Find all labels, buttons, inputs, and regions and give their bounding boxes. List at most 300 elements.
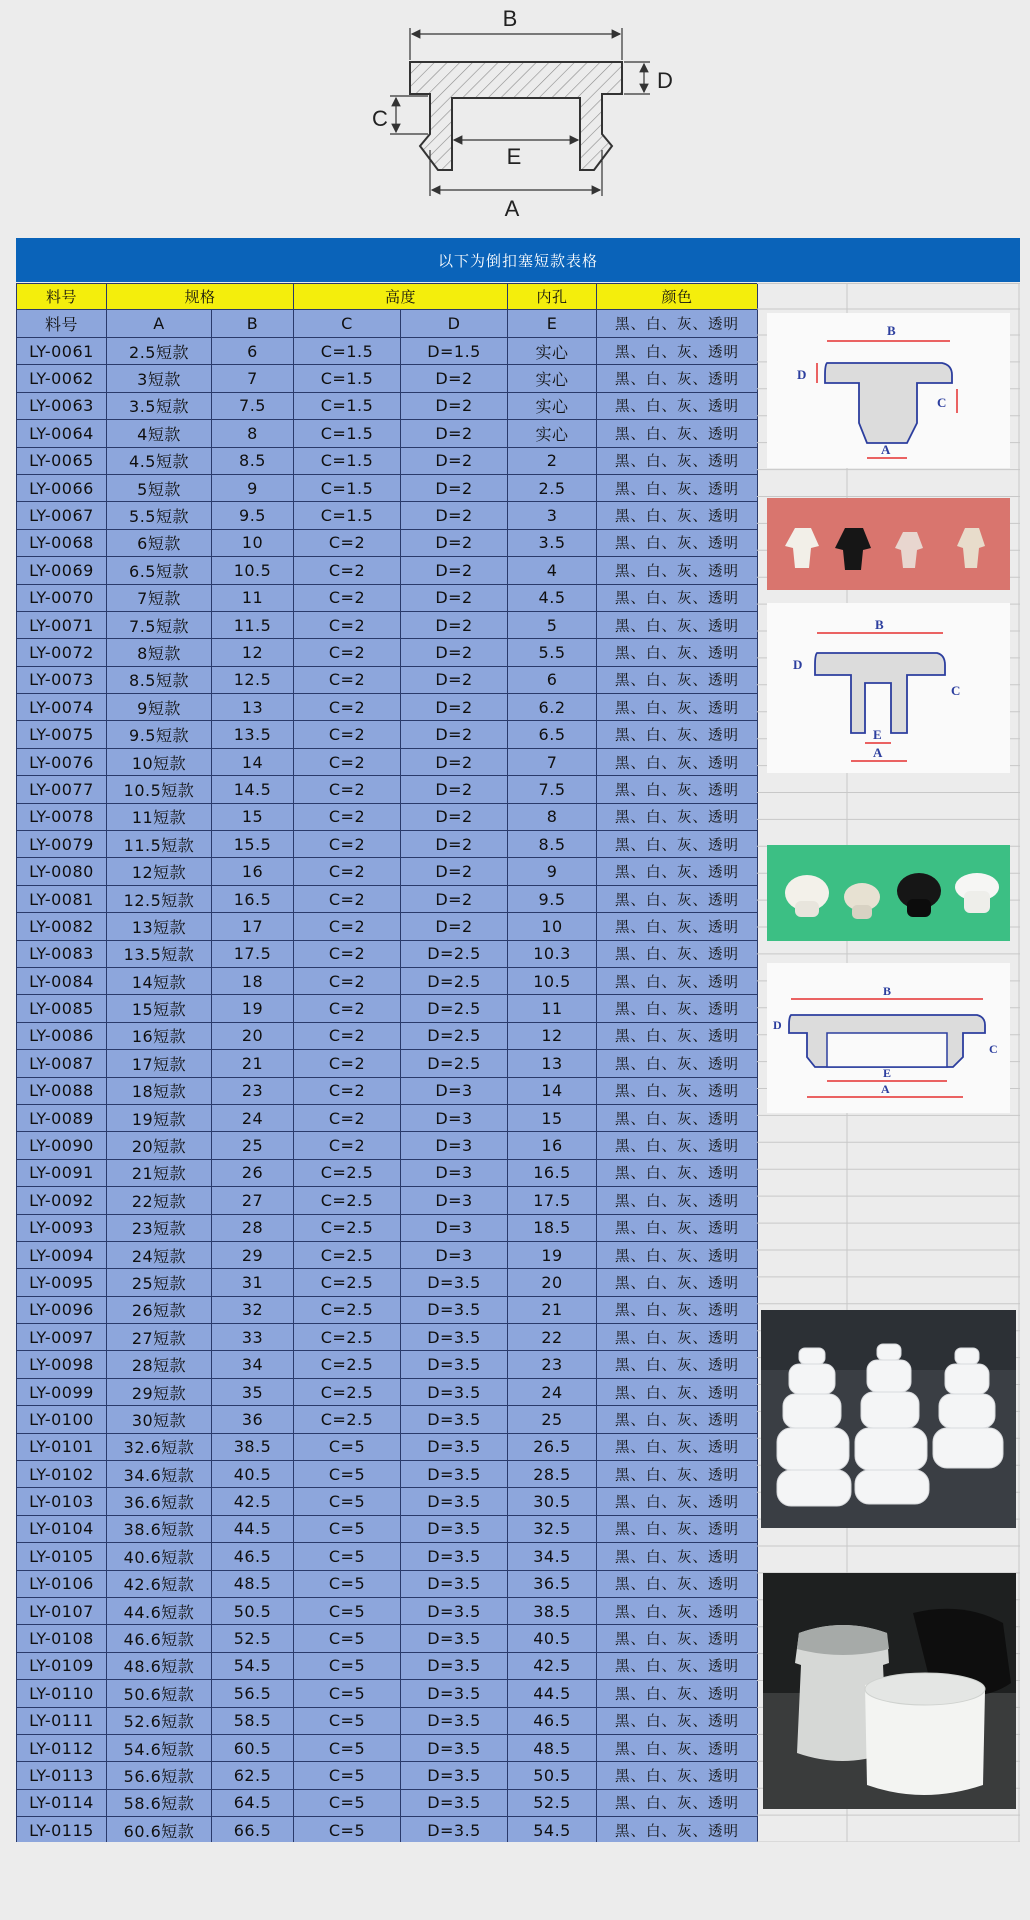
cell-size-b: 12: [212, 639, 294, 666]
cell-height-c: C=2: [294, 611, 401, 638]
cell-height-d: D=3.5: [401, 1406, 508, 1433]
cell-hole-e: 21: [508, 1296, 597, 1323]
cell-size-a: 17短款: [107, 1050, 212, 1077]
cell-size-b: 62.5: [212, 1762, 294, 1789]
cell-item-no: LY-0086: [17, 1022, 107, 1049]
cell-height-c: C=2: [294, 666, 401, 693]
cell-hole-e: 44.5: [508, 1680, 597, 1707]
cell-size-b: 16: [212, 858, 294, 885]
cell-height-c: C=2.5: [294, 1159, 401, 1186]
drawing3-label-e: E: [883, 1066, 892, 1080]
cell-height-d: D=2: [401, 721, 508, 748]
cell-height-c: C=1.5: [294, 420, 401, 447]
cell-color: 黑、白、灰、透明: [597, 420, 758, 447]
cell-size-b: 12.5: [212, 666, 294, 693]
product-photo-red: [767, 498, 1010, 590]
cell-size-b: 14.5: [212, 776, 294, 803]
cell-item-no: LY-0075: [17, 721, 107, 748]
cell-size-b: 8.5: [212, 447, 294, 474]
drawing2-label-b: B: [875, 617, 884, 632]
table-row: [17, 694, 758, 721]
cell-size-b: 29: [212, 1241, 294, 1268]
cell-height-d: D=2: [401, 885, 508, 912]
table-row: [17, 1241, 758, 1268]
cell-hole-e: 5.5: [508, 639, 597, 666]
cell-height-c: C=2: [294, 967, 401, 994]
cell-height-d: D=2: [401, 611, 508, 638]
cell-hole-e: 48.5: [508, 1734, 597, 1761]
drawing2-label-e: E: [873, 727, 882, 742]
cell-color: 黑、白、灰、透明: [597, 1461, 758, 1488]
cell-height-c: C=2: [294, 940, 401, 967]
cell-size-b: 28: [212, 1214, 294, 1241]
cell-size-a: 26短款: [107, 1296, 212, 1323]
cell-hole-e: 10: [508, 913, 597, 940]
table-row: [17, 1324, 758, 1351]
cell-size-a: 7.5短款: [107, 611, 212, 638]
table-row: [17, 1789, 758, 1816]
table-row: [17, 1187, 758, 1214]
table-row: [17, 1734, 758, 1761]
cell-hole-e: 16.5: [508, 1159, 597, 1186]
cell-hole-e: 23: [508, 1351, 597, 1378]
cell-height-c: C=5: [294, 1707, 401, 1734]
table-row: [17, 721, 758, 748]
cell-hole-e: 14: [508, 1077, 597, 1104]
cell-size-b: 50.5: [212, 1597, 294, 1624]
drawing1-label-d: D: [797, 367, 807, 382]
cell-height-d: D=2: [401, 365, 508, 392]
cell-hole-e: 实心: [508, 338, 597, 365]
cell-hole-e: 7: [508, 748, 597, 775]
cell-size-b: 7.5: [212, 392, 294, 419]
cell-color: 黑、白、灰、透明: [597, 557, 758, 584]
header-item-no: 料号: [17, 284, 107, 310]
cell-height-d: D=3.5: [401, 1625, 508, 1652]
cell-size-b: 66.5: [212, 1817, 294, 1844]
cell-size-a: 52.6短款: [107, 1707, 212, 1734]
cell-item-no: LY-0073: [17, 666, 107, 693]
cell-size-b: 13.5: [212, 721, 294, 748]
cell-item-no: LY-0076: [17, 748, 107, 775]
cell-size-a: 18短款: [107, 1077, 212, 1104]
subheader-item-no: 料号: [17, 310, 107, 338]
cell-color: 黑、白、灰、透明: [597, 831, 758, 858]
table-row: [17, 420, 758, 447]
cell-size-a: 2.5短款: [107, 338, 212, 365]
cell-item-no: LY-0065: [17, 447, 107, 474]
cell-color: 黑、白、灰、透明: [597, 1515, 758, 1542]
cell-size-b: 27: [212, 1187, 294, 1214]
cell-hole-e: 11: [508, 995, 597, 1022]
cell-size-b: 33: [212, 1324, 294, 1351]
product-photo-stacked: [761, 1310, 1016, 1528]
drawing3-label-d: D: [773, 1018, 782, 1032]
cell-hole-e: 9: [508, 858, 597, 885]
cell-height-d: D=2: [401, 420, 508, 447]
cell-item-no: LY-0067: [17, 502, 107, 529]
cell-size-b: 15: [212, 803, 294, 830]
cell-item-no: LY-0077: [17, 776, 107, 803]
cell-color: 黑、白、灰、透明: [597, 1132, 758, 1159]
cell-item-no: LY-0104: [17, 1515, 107, 1542]
cell-hole-e: 17.5: [508, 1187, 597, 1214]
header-color: 颜色: [597, 284, 758, 310]
cell-color: 黑、白、灰、透明: [597, 1597, 758, 1624]
cell-item-no: LY-0078: [17, 803, 107, 830]
cell-height-d: D=2: [401, 666, 508, 693]
cell-hole-e: 42.5: [508, 1652, 597, 1679]
cell-item-no: LY-0087: [17, 1050, 107, 1077]
cell-hole-e: 实心: [508, 365, 597, 392]
table-row: [17, 1351, 758, 1378]
diagram-label-a: A: [504, 196, 520, 221]
cell-size-a: 24短款: [107, 1241, 212, 1268]
cell-color: 黑、白、灰、透明: [597, 392, 758, 419]
cell-item-no: LY-0096: [17, 1296, 107, 1323]
cell-size-b: 31: [212, 1269, 294, 1296]
cell-hole-e: 15: [508, 1104, 597, 1131]
cell-size-a: 13短款: [107, 913, 212, 940]
cell-size-b: 20: [212, 1022, 294, 1049]
table-row: [17, 1132, 758, 1159]
diagram-label-c: C: [372, 106, 388, 131]
cell-height-c: C=5: [294, 1762, 401, 1789]
cell-size-b: 24: [212, 1104, 294, 1131]
cell-height-d: D=2: [401, 557, 508, 584]
cell-height-c: C=2: [294, 1050, 401, 1077]
cell-hole-e: 实心: [508, 392, 597, 419]
cell-hole-e: 6.5: [508, 721, 597, 748]
cell-size-b: 23: [212, 1077, 294, 1104]
cell-height-c: C=2: [294, 995, 401, 1022]
table-row: [17, 858, 758, 885]
cell-height-d: D=3.5: [401, 1789, 508, 1816]
cell-size-b: 46.5: [212, 1543, 294, 1570]
cell-height-c: C=2.5: [294, 1351, 401, 1378]
cell-item-no: LY-0105: [17, 1543, 107, 1570]
cell-size-b: 64.5: [212, 1789, 294, 1816]
cell-color: 黑、白、灰、透明: [597, 1378, 758, 1405]
cell-height-c: C=2: [294, 694, 401, 721]
cell-size-a: 42.6短款: [107, 1570, 212, 1597]
cell-height-c: C=2: [294, 776, 401, 803]
cell-item-no: LY-0114: [17, 1789, 107, 1816]
cell-size-a: 11短款: [107, 803, 212, 830]
cell-size-b: 34: [212, 1351, 294, 1378]
cell-item-no: LY-0084: [17, 967, 107, 994]
cell-size-a: 8.5短款: [107, 666, 212, 693]
table-row: [17, 1625, 758, 1652]
cell-color: 黑、白、灰、透明: [597, 885, 758, 912]
cell-hole-e: 3.5: [508, 529, 597, 556]
cell-height-c: C=5: [294, 1625, 401, 1652]
cell-height-c: C=5: [294, 1734, 401, 1761]
cell-height-d: D=2: [401, 474, 508, 501]
cell-size-b: 9: [212, 474, 294, 501]
cell-size-a: 32.6短款: [107, 1433, 212, 1460]
cell-height-c: C=2: [294, 639, 401, 666]
cell-item-no: LY-0092: [17, 1187, 107, 1214]
cell-size-a: 7短款: [107, 584, 212, 611]
cell-size-a: 29短款: [107, 1378, 212, 1405]
cell-item-no: LY-0088: [17, 1077, 107, 1104]
cell-hole-e: 10.5: [508, 967, 597, 994]
table-row: [17, 365, 758, 392]
drawing1-label-b: B: [887, 323, 896, 338]
cell-height-d: D=3.5: [401, 1817, 508, 1844]
cell-color: 黑、白、灰、透明: [597, 447, 758, 474]
cell-size-a: 10.5短款: [107, 776, 212, 803]
cell-item-no: LY-0083: [17, 940, 107, 967]
cell-item-no: LY-0109: [17, 1652, 107, 1679]
cell-color: 黑、白、灰、透明: [597, 1104, 758, 1131]
cell-color: 黑、白、灰、透明: [597, 1789, 758, 1816]
table-row: [17, 1378, 758, 1405]
cell-hole-e: 40.5: [508, 1625, 597, 1652]
cell-height-d: D=2: [401, 392, 508, 419]
product-drawing-3: [767, 963, 1010, 1113]
cell-color: 黑、白、灰、透明: [597, 1707, 758, 1734]
subheader-c: C: [294, 310, 401, 338]
table-row: [17, 995, 758, 1022]
cell-height-d: D=3: [401, 1214, 508, 1241]
cell-color: 黑、白、灰、透明: [597, 1022, 758, 1049]
cell-height-d: D=3.5: [401, 1296, 508, 1323]
cell-color: 黑、白、灰、透明: [597, 1652, 758, 1679]
cell-height-c: C=2: [294, 803, 401, 830]
cell-height-c: C=1.5: [294, 392, 401, 419]
cell-size-a: 22短款: [107, 1187, 212, 1214]
cell-height-c: C=2: [294, 885, 401, 912]
cell-height-c: C=1.5: [294, 447, 401, 474]
table-row: [17, 639, 758, 666]
cell-color: 黑、白、灰、透明: [597, 803, 758, 830]
cell-height-d: D=2: [401, 913, 508, 940]
cell-color: 黑、白、灰、透明: [597, 1241, 758, 1268]
table-row: [17, 831, 758, 858]
cell-color: 黑、白、灰、透明: [597, 611, 758, 638]
cell-item-no: LY-0069: [17, 557, 107, 584]
cell-size-b: 35: [212, 1378, 294, 1405]
cell-item-no: LY-0085: [17, 995, 107, 1022]
cell-height-d: D=3.5: [401, 1433, 508, 1460]
cell-hole-e: 12: [508, 1022, 597, 1049]
table-row: [17, 1543, 758, 1570]
cell-size-a: 50.6短款: [107, 1680, 212, 1707]
cell-color: 黑、白、灰、透明: [597, 1433, 758, 1460]
cell-height-d: D=3.5: [401, 1597, 508, 1624]
cell-size-a: 30短款: [107, 1406, 212, 1433]
header-height: 高度: [294, 284, 508, 310]
cell-size-a: 38.6短款: [107, 1515, 212, 1542]
cell-height-d: D=3: [401, 1104, 508, 1131]
cell-height-d: D=2.5: [401, 1050, 508, 1077]
diagram-label-e: E: [506, 144, 522, 169]
table-row: [17, 1077, 758, 1104]
cell-size-a: 48.6短款: [107, 1652, 212, 1679]
table-row: [17, 1104, 758, 1131]
cell-height-d: D=3: [401, 1077, 508, 1104]
drawing1-label-c: C: [937, 395, 947, 410]
cell-size-a: 16短款: [107, 1022, 212, 1049]
cell-color: 黑、白、灰、透明: [597, 666, 758, 693]
cell-color: 黑、白、灰、透明: [597, 1077, 758, 1104]
cell-size-a: 3短款: [107, 365, 212, 392]
cell-size-b: 10: [212, 529, 294, 556]
cell-color: 黑、白、灰、透明: [597, 858, 758, 885]
cell-height-c: C=2.5: [294, 1269, 401, 1296]
table-row: [17, 967, 758, 994]
cell-color: 黑、白、灰、透明: [597, 940, 758, 967]
table-row: [17, 1159, 758, 1186]
cell-height-d: D=2: [401, 502, 508, 529]
cell-height-d: D=3.5: [401, 1680, 508, 1707]
cell-color: 黑、白、灰、透明: [597, 721, 758, 748]
cell-height-d: D=3.5: [401, 1351, 508, 1378]
cell-size-a: 5短款: [107, 474, 212, 501]
cell-height-c: C=5: [294, 1461, 401, 1488]
cell-size-b: 13: [212, 694, 294, 721]
cell-height-c: C=2: [294, 1077, 401, 1104]
cell-hole-e: 54.5: [508, 1817, 597, 1844]
cell-item-no: LY-0099: [17, 1378, 107, 1405]
cell-height-d: D=3: [401, 1159, 508, 1186]
cell-height-d: D=2: [401, 529, 508, 556]
cell-height-d: D=2: [401, 447, 508, 474]
cell-color: 黑、白、灰、透明: [597, 1214, 758, 1241]
cell-size-b: 11.5: [212, 611, 294, 638]
cell-size-a: 6.5短款: [107, 557, 212, 584]
cell-item-no: LY-0108: [17, 1625, 107, 1652]
subheader-d: D: [401, 310, 508, 338]
cell-hole-e: 4.5: [508, 584, 597, 611]
cell-height-c: C=5: [294, 1597, 401, 1624]
cell-size-b: 21: [212, 1050, 294, 1077]
cell-color: 黑、白、灰、透明: [597, 1762, 758, 1789]
cell-height-d: D=3.5: [401, 1570, 508, 1597]
cell-color: 黑、白、灰、透明: [597, 1050, 758, 1077]
cell-size-a: 54.6短款: [107, 1734, 212, 1761]
cell-size-a: 25短款: [107, 1269, 212, 1296]
cell-height-d: D=2.5: [401, 940, 508, 967]
cell-item-no: LY-0106: [17, 1570, 107, 1597]
cell-item-no: LY-0066: [17, 474, 107, 501]
cell-hole-e: 19: [508, 1241, 597, 1268]
cell-hole-e: 34.5: [508, 1543, 597, 1570]
cell-height-d: D=3.5: [401, 1543, 508, 1570]
table-row: [17, 502, 758, 529]
cell-color: 黑、白、灰、透明: [597, 1269, 758, 1296]
cell-height-c: C=5: [294, 1570, 401, 1597]
cell-height-d: D=2: [401, 694, 508, 721]
cell-color: 黑、白、灰、透明: [597, 967, 758, 994]
cell-hole-e: 18.5: [508, 1214, 597, 1241]
cell-size-a: 14短款: [107, 967, 212, 994]
cell-size-b: 26: [212, 1159, 294, 1186]
cell-color: 黑、白、灰、透明: [597, 1817, 758, 1844]
cell-height-d: D=3: [401, 1132, 508, 1159]
cell-item-no: LY-0082: [17, 913, 107, 940]
table-row: [17, 1433, 758, 1460]
cell-height-c: C=5: [294, 1488, 401, 1515]
cell-size-a: 58.6短款: [107, 1789, 212, 1816]
table-row: [17, 1488, 758, 1515]
cell-hole-e: 36.5: [508, 1570, 597, 1597]
cross-section-diagram: [0, 0, 1030, 236]
table-row: [17, 338, 758, 365]
cell-height-d: D=3.5: [401, 1378, 508, 1405]
table-subheader-row: [17, 310, 758, 338]
cell-item-no: LY-0079: [17, 831, 107, 858]
drawing3-label-b: B: [883, 984, 892, 998]
cell-hole-e: 3: [508, 502, 597, 529]
cell-hole-e: 16: [508, 1132, 597, 1159]
cell-size-b: 54.5: [212, 1652, 294, 1679]
cell-color: 黑、白、灰、透明: [597, 913, 758, 940]
table-row: [17, 1050, 758, 1077]
cell-item-no: LY-0064: [17, 420, 107, 447]
cell-color: 黑、白、灰、透明: [597, 1351, 758, 1378]
cell-color: 黑、白、灰、透明: [597, 1488, 758, 1515]
cell-color: 黑、白、灰、透明: [597, 748, 758, 775]
cell-color: 黑、白、灰、透明: [597, 365, 758, 392]
cell-height-d: D=2.5: [401, 995, 508, 1022]
cell-hole-e: 8: [508, 803, 597, 830]
cell-size-b: 36: [212, 1406, 294, 1433]
cell-height-c: C=2: [294, 721, 401, 748]
cell-height-d: D=1.5: [401, 338, 508, 365]
cell-size-a: 19短款: [107, 1104, 212, 1131]
cell-height-c: C=2.5: [294, 1378, 401, 1405]
cell-hole-e: 52.5: [508, 1789, 597, 1816]
cell-height-d: D=2.5: [401, 1022, 508, 1049]
cell-size-a: 44.6短款: [107, 1597, 212, 1624]
cell-height-c: C=2.5: [294, 1324, 401, 1351]
cell-height-d: D=2: [401, 858, 508, 885]
cell-height-c: C=2.5: [294, 1241, 401, 1268]
cell-hole-e: 32.5: [508, 1515, 597, 1542]
cell-item-no: LY-0091: [17, 1159, 107, 1186]
table-title: 以下为倒扣塞短款表格: [16, 238, 1020, 282]
cell-height-d: D=3.5: [401, 1652, 508, 1679]
table-row: [17, 1817, 758, 1844]
table-row: [17, 1214, 758, 1241]
cell-hole-e: 24: [508, 1378, 597, 1405]
cell-item-no: LY-0103: [17, 1488, 107, 1515]
cell-height-d: D=3.5: [401, 1269, 508, 1296]
cell-size-a: 4.5短款: [107, 447, 212, 474]
cell-height-d: D=2: [401, 776, 508, 803]
cell-item-no: LY-0112: [17, 1734, 107, 1761]
table-row: [17, 913, 758, 940]
cell-size-b: 17: [212, 913, 294, 940]
cell-size-b: 14: [212, 748, 294, 775]
cell-size-b: 44.5: [212, 1515, 294, 1542]
cell-size-b: 7: [212, 365, 294, 392]
cell-color: 黑、白、灰、透明: [597, 639, 758, 666]
cell-item-no: LY-0071: [17, 611, 107, 638]
cell-size-a: 9.5短款: [107, 721, 212, 748]
product-photo-closeup: [763, 1573, 1016, 1809]
cell-size-a: 6短款: [107, 529, 212, 556]
cell-height-c: C=5: [294, 1515, 401, 1542]
table-body: [17, 338, 758, 1844]
table-row: [17, 940, 758, 967]
cell-height-c: C=5: [294, 1680, 401, 1707]
cell-item-no: LY-0094: [17, 1241, 107, 1268]
cell-color: 黑、白、灰、透明: [597, 995, 758, 1022]
